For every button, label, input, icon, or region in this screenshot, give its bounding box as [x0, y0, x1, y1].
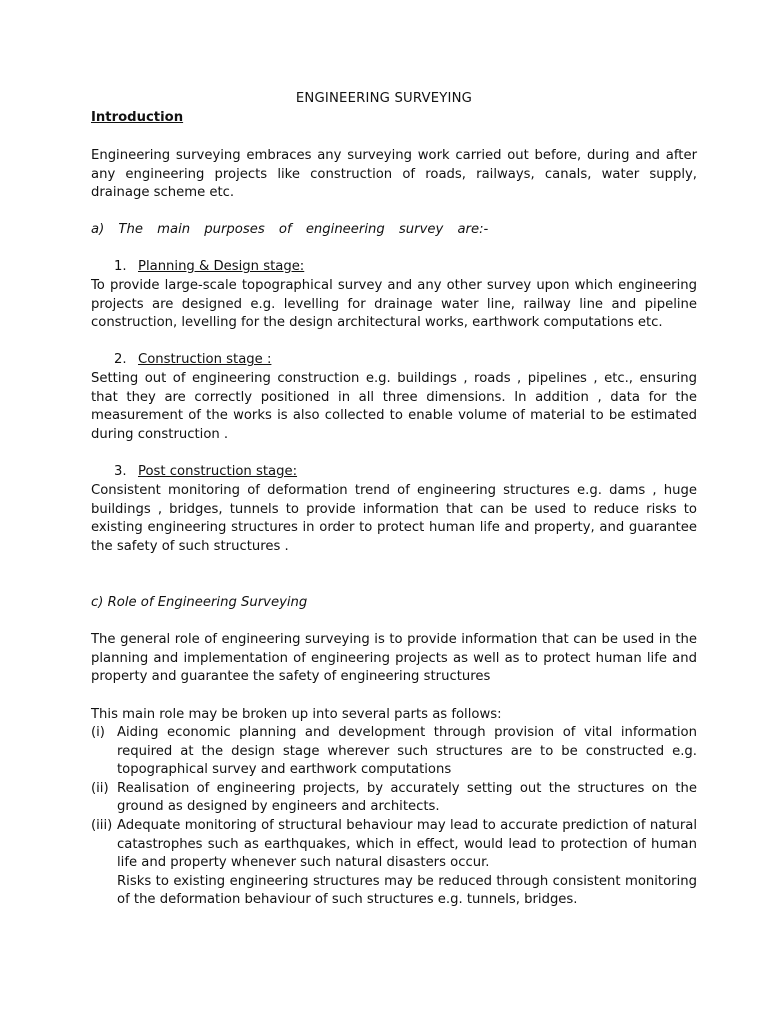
list-item-text: Adequate monitoring of structural behaviour may lead to accurate prediction of natural catastrophes such as earthquakes, which in effect, would lead to protection of human life and property whenever such natural disasters occur. — [117, 817, 697, 871]
stage-1-number: 1. — [114, 259, 127, 274]
intro-heading-text: Introduction — [91, 110, 184, 125]
closing-paragraph: Risks to existing engineering structures may be reduced through consistent monitoring of the deformation behaviour of such structures e.g. tunnels, bridges. — [117, 873, 697, 908]
stage-3-text: Consistent monitoring of deformation trend of engineering structures e.g. dams , huge buildings , bridges, tunnels to provide information that can be used to reduce risks to existing engineering structures in order to protect human life and property, and guarantee the safety of such structures . — [91, 483, 697, 554]
stage-3-label: Post construction stage: — [138, 464, 298, 479]
parts-list — [91, 724, 697, 910]
parts-intro: This main role may be broken up into several parts as follows: — [91, 707, 502, 722]
list-item — [91, 724, 697, 780]
list-item-marker: (ii) — [91, 780, 109, 796]
stage-2-label: Construction stage : — [138, 352, 272, 367]
stage-1-label: Planning & Design stage: — [138, 259, 305, 274]
stage-2-number: 2. — [114, 352, 127, 367]
list-item-marker: (iii) — [91, 817, 113, 833]
intro-heading — [91, 109, 697, 128]
list-item-text: Realisation of engineering projects, by accurately setting out the structures on the ground as designed by engineers and architects. — [117, 780, 697, 815]
role-paragraph: The general role of engineering surveying is to provide information that can be used in the planning and implementation of engineering projects as well as to protect human life and property and guarantee the safety of engineering structures — [91, 632, 697, 685]
page-title: ENGINEERING SURVEYING — [295, 91, 473, 106]
stage-2-text: Setting out of engineering construction e.g. buildings , roads , pipelines , etc., ensuring that they are correctly positioned in all three dimensions. In addition , data for the measurement of the works is also collected to enable volume of material to be estimated during construction . — [91, 371, 697, 442]
stage-3-heading — [114, 463, 297, 482]
list-item — [91, 780, 697, 817]
stage-2-heading — [114, 351, 271, 370]
list-item-text: Aiding economic planning and development through provision of vital information required at the design stage wherever such structures are to be constructed e.g. topographical survey and earthwork computations — [117, 725, 697, 778]
stage-3-number: 3. — [114, 464, 127, 479]
stage-1-heading — [114, 258, 304, 277]
list-item — [91, 817, 697, 873]
intro-paragraph: Engineering surveying embraces any surveying work carried out before, during and after any engineering projects like construction of roads, railways, canals, water supply, drainage scheme etc. — [91, 148, 697, 201]
stage-1-text: To provide large-scale topographical survey and any other survey upon which engineering projects are designed e.g. levelling for drainage water line, railway line and pipeline construction, levelling for the design architectural works, earthwork computations etc. — [91, 278, 697, 331]
list-item-marker: (i) — [91, 725, 105, 740]
role-heading: c) Role of Engineering Surveying — [91, 595, 308, 610]
purposes-heading: a) The main purposes of engineering survey are:- — [91, 222, 489, 237]
